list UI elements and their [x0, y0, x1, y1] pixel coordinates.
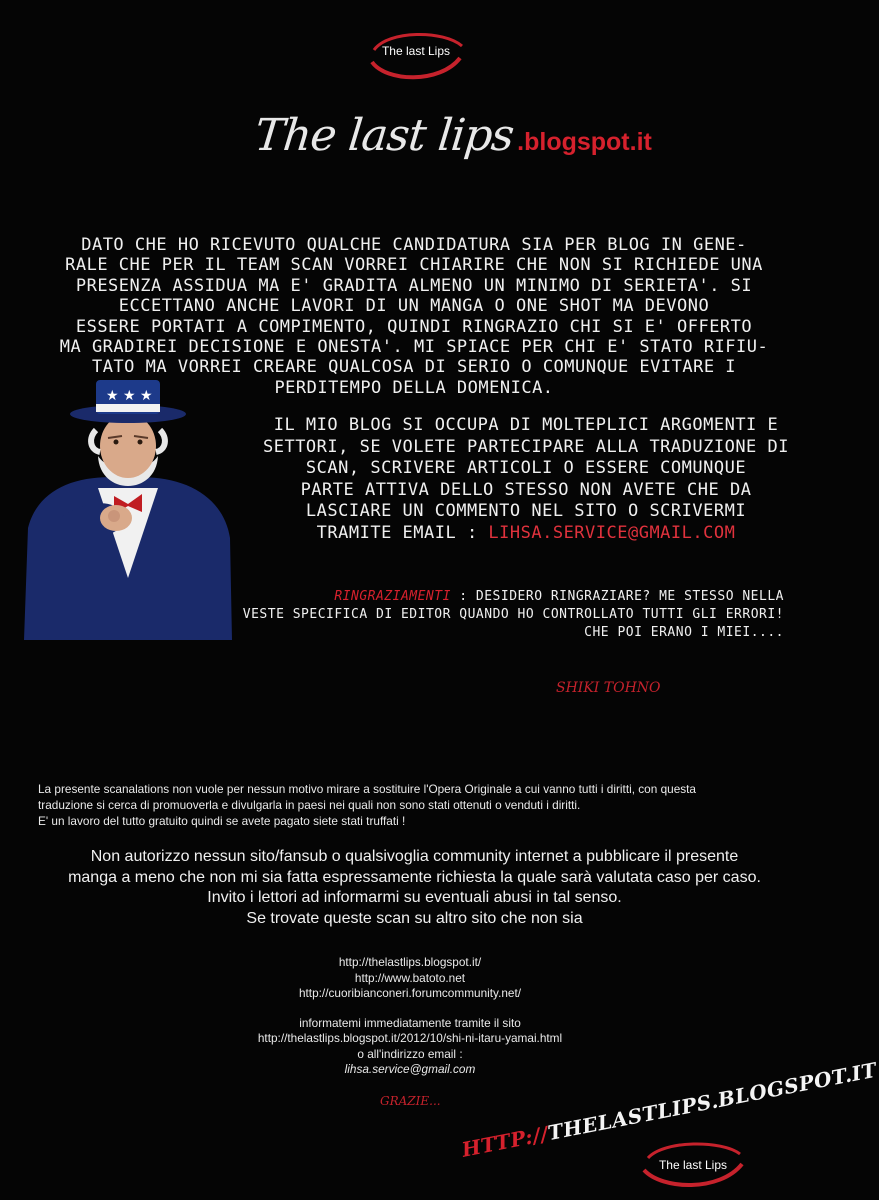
- footer-domain: THELASTLIPS.BLOGSPOT.IT: [545, 1057, 879, 1146]
- disclaimer-line: traduzione si cerca di promuoverla e divulgarla in paesi nei quali non sono stati ottenuti o venduti i diritti.: [38, 798, 581, 812]
- email-prefix: TRAMITE EMAIL :: [316, 522, 489, 543]
- signature: SHIKI TOHNO: [556, 680, 661, 696]
- contact-email-link[interactable]: LIHSA.SERVICE@GMAIL.COM: [488, 522, 736, 543]
- badge-label: The last Lips: [658, 1158, 728, 1172]
- site-link[interactable]: http://thelastlips.blogspot.it/: [338, 955, 482, 969]
- title-script: The last lips: [252, 110, 516, 161]
- top-logo-badge: [366, 28, 466, 84]
- notice-line: Non autorizzo nessun sito/fansub o qualsivoglia community internet a pubblicare il presente: [90, 848, 739, 865]
- email-link[interactable]: lihsa.service@gmail.com: [344, 1062, 476, 1076]
- text-line: PARTE ATTIVA DELLO STESSO NON AVETE CHE DA: [300, 479, 752, 500]
- text-line: LASCIARE UN COMMENTO NEL SITO O SCRIVERMI: [305, 501, 747, 521]
- text-line: TATO MA VORREI CREARE QUALCOSA DI SERIO O COMUNQUE EVITARE I: [91, 357, 737, 378]
- svg-text:★ ★ ★: ★ ★ ★: [106, 388, 153, 404]
- thanks-line-1: [188, 588, 784, 606]
- thanks-label: RINGRAZIAMENTI: [334, 589, 451, 604]
- or-email-text: o all'indirizzo email :: [357, 1046, 463, 1061]
- text-line: PRESENZA ASSIDUA MA E' GRADITA ALMENO UN MINIMO DI SERIETA'. SI: [75, 275, 753, 296]
- text-line: SETTORI, SE VOLETE PARTECIPARE ALLA TRADUZIONE DI: [262, 436, 789, 457]
- disclaimer: [38, 781, 798, 829]
- notice-line: manga a meno che non mi sia fatta espressamente richiesta la quale sarà valutata caso per caso.: [68, 868, 761, 886]
- text-line: ECCETTANO ANCHE LAVORI DI UN MANGA O ONE SHOT MA DEVONO: [118, 296, 710, 317]
- text-line: ESSERE PORTATI A COMPIMENTO, QUINDI RINGRAZIO CHI SI E' OFFERTO: [75, 316, 753, 337]
- thanks-line-2: VESTE SPECIFICA DI EDITOR QUANDO HO CONTROLLATO TUTTI GLI ERRORI!: [242, 607, 784, 622]
- disclaimer-line: E' un lavoro del tutto gratuito quindi se avete pagato siete stati truffati !: [38, 814, 406, 828]
- disclaimer-line: La presente scanalations non vuole per nessun motivo mirare a sostituire l'Opera Originale a cui vanno tutti i diritti, con questa: [38, 782, 696, 796]
- badge-label: The last Lips: [381, 44, 451, 58]
- site-link[interactable]: http://www.batoto.net: [354, 970, 466, 985]
- text-line: RALE CHE PER IL TEAM SCAN VORREI CHIARIRE CHE NON SI RICHIEDE UNA: [65, 255, 763, 276]
- spacer: [160, 1002, 660, 1016]
- blog-title: [252, 110, 675, 170]
- text-line: MA GRADIREI DECISIONE E ONESTA'. MI SPIACE PER CHI E' STATO RIFIU-: [59, 337, 769, 358]
- grazie-text: GRAZIE...: [380, 1094, 441, 1108]
- inform-text: informatemi immediatamente tramite il sito: [299, 1015, 521, 1030]
- notice-line: Se trovate queste scan su altro sito che non sia: [246, 909, 583, 927]
- text-line: IL MIO BLOG SI OCCUPA DI MOLTEPLICI ARGOMENTI E: [273, 415, 779, 435]
- post-link[interactable]: http://thelastlips.blogspot.it/2012/10/shi-ni-itaru-yamai.html: [257, 1031, 563, 1045]
- recruitment-paragraph: [38, 235, 790, 398]
- title-domain: .blogspot.it: [517, 128, 652, 156]
- text-line: PERDITEMPO DELLA DOMENICA.: [274, 377, 554, 398]
- authorized-sites: [160, 955, 660, 1078]
- email-line: [232, 523, 820, 545]
- site-link[interactable]: http://cuoribianconeri.forumcommunity.net/: [298, 986, 522, 1000]
- acknowledgements: [188, 588, 784, 642]
- notice-line: Invito i lettori ad informarmi su eventuali abusi in tal senso.: [207, 889, 622, 906]
- footer-logo-badge: [640, 1140, 746, 1190]
- text-line: SCAN, SCRIVERE ARTICOLI O ESSERE COMUNQUE: [305, 458, 747, 478]
- footer-http: HTTP://: [459, 1121, 551, 1162]
- authorization-notice: [40, 847, 789, 929]
- blog-invitation-paragraph: [232, 415, 820, 544]
- text-line: DATO CHE HO RICEVUTO QUALCHE CANDIDATURA SIA PER BLOG IN GENE-: [81, 235, 747, 255]
- thanks-text: : DESIDERO RINGRAZIARE? ME STESSO NELLA: [450, 589, 784, 604]
- thanks-line-3: CHE POI ERANO I MIEI....: [584, 625, 784, 640]
